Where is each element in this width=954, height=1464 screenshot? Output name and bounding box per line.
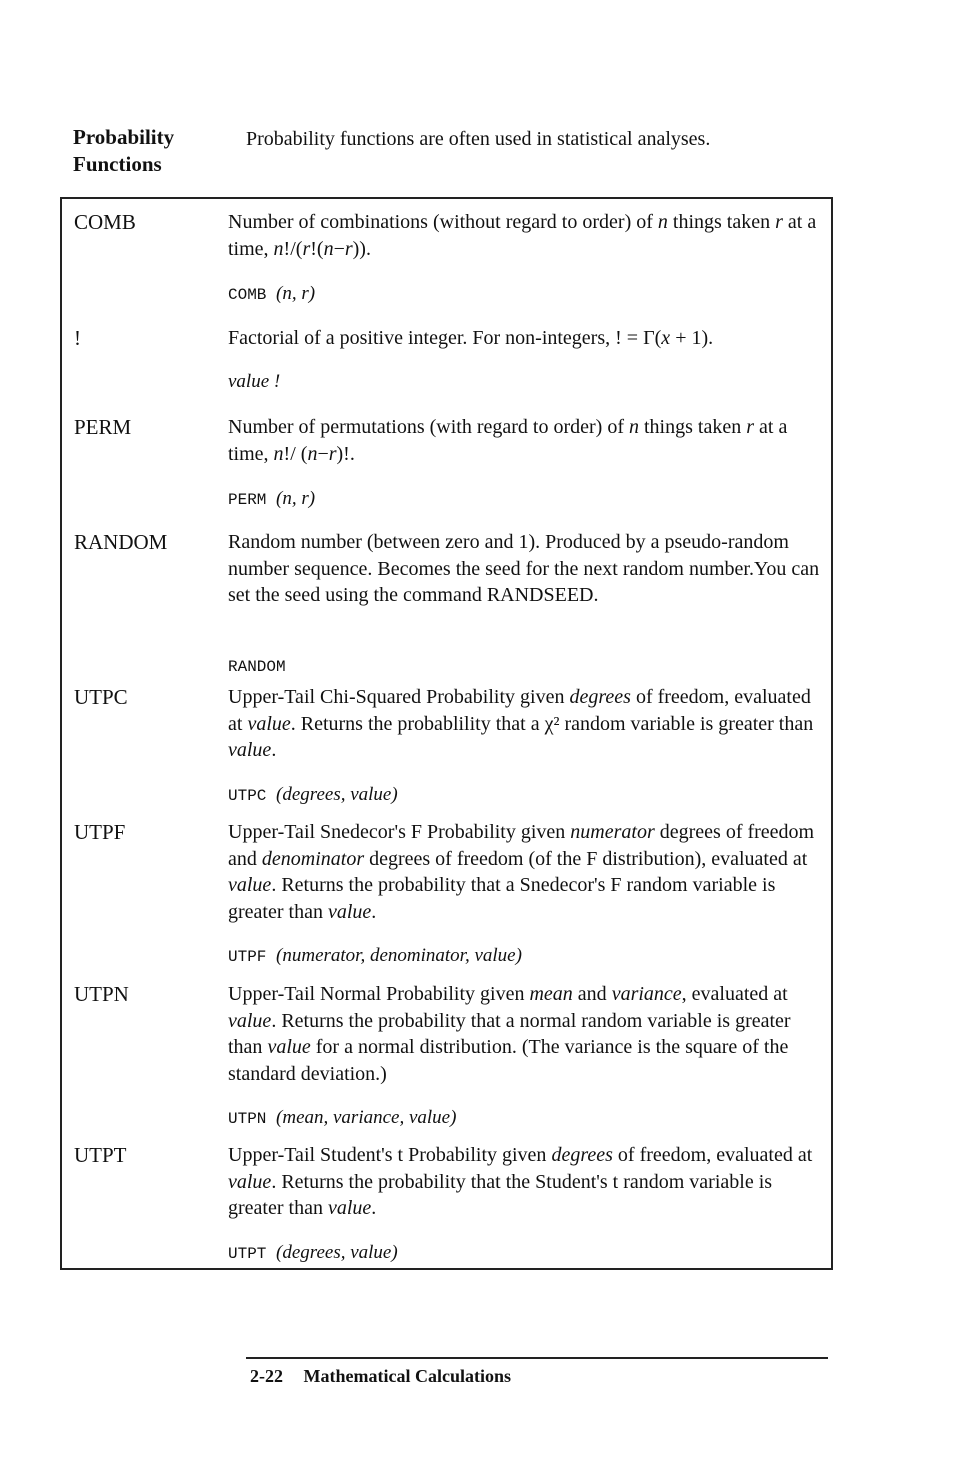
function-syntax bbox=[228, 1240, 398, 1267]
footer-rule bbox=[246, 1357, 828, 1359]
syntax-keyword: PERM bbox=[228, 491, 277, 509]
syntax-keyword: UTPC bbox=[228, 787, 277, 805]
syntax-arguments: (numerator, denominator, value) bbox=[276, 945, 522, 966]
section-title bbox=[73, 124, 223, 178]
function-name: ! bbox=[74, 326, 81, 350]
syntax-arguments: (n, r) bbox=[276, 283, 316, 304]
function-description: Factorial of a positive integer. For non-integers, ! = Γ(x + 1). bbox=[228, 327, 714, 349]
page-number: 2-22 bbox=[250, 1366, 283, 1386]
function-description: Upper-Tail Snedecor's F Probability given numerator degrees of freedom and denominator degrees of freedom (of the F distribution), evaluated at value. Returns the probability that a Snedecor's F random variable is greater than value. bbox=[228, 821, 815, 923]
function-description: Upper-Tail Normal Probability given mean and variance, evaluated at value. Returns the probability that a normal random variable is greater than value for a normal distribution. (The variance is the square of the standard deviation.) bbox=[228, 983, 791, 1085]
section-title-line1: Probability bbox=[73, 125, 175, 149]
function-syntax bbox=[228, 782, 398, 809]
function-name: UTPN bbox=[74, 982, 129, 1006]
function-description: Number of combinations (without regard to order) of n things taken r at a time, n!/(r!(n−r)). bbox=[228, 211, 817, 260]
function-description: Number of permutations (with regard to order) of n things taken r at a time, n!/ (n−r)!. bbox=[228, 416, 788, 465]
function-syntax bbox=[228, 943, 522, 970]
syntax-keyword: UTPN bbox=[228, 1110, 277, 1128]
function-name: RANDOM bbox=[74, 530, 168, 554]
syntax-arguments: (mean, variance, value) bbox=[276, 1107, 457, 1128]
function-description: Upper-Tail Chi-Squared Probability given degrees of freedom, evaluated at value. Returns the probablility that a χ² random variable is greater than value. bbox=[228, 686, 814, 762]
function-name: COMB bbox=[74, 210, 136, 234]
function-name: PERM bbox=[74, 415, 132, 439]
chapter-title: Mathematical Calculations bbox=[303, 1366, 511, 1386]
syntax-arguments: value ! bbox=[228, 371, 281, 392]
syntax-keyword: RANDOM bbox=[228, 658, 286, 676]
function-name: UTPT bbox=[74, 1143, 127, 1167]
syntax-keyword: COMB bbox=[228, 286, 277, 304]
function-syntax bbox=[228, 486, 315, 513]
function-syntax bbox=[228, 1105, 456, 1132]
syntax-arguments: (degrees, value) bbox=[276, 784, 398, 805]
function-name: UTPC bbox=[74, 685, 128, 709]
function-name: UTPF bbox=[74, 820, 126, 844]
page-footer bbox=[250, 1364, 511, 1388]
function-table bbox=[60, 197, 833, 1270]
syntax-keyword: UTPT bbox=[228, 1245, 277, 1263]
function-syntax bbox=[228, 369, 280, 395]
syntax-keyword: UTPF bbox=[228, 948, 277, 966]
section-title-line2: Functions bbox=[73, 152, 162, 176]
section-intro: Probability functions are often used in statistical analyses. bbox=[246, 128, 711, 150]
function-syntax bbox=[228, 281, 315, 308]
function-description: Upper-Tail Student's t Probability given degrees of freedom, evaluated at value. Returns the probability that the Student's t random variable is greater than value. bbox=[228, 1144, 813, 1220]
syntax-arguments: (n, r) bbox=[276, 488, 316, 509]
syntax-arguments: (degrees, value) bbox=[276, 1242, 398, 1263]
function-syntax bbox=[228, 653, 286, 680]
function-description: Random number (between zero and 1). Produced by a pseudo-random number sequence. Becomes the seed for the next random number.You can set the seed using the command RANDSEED. bbox=[228, 531, 820, 607]
